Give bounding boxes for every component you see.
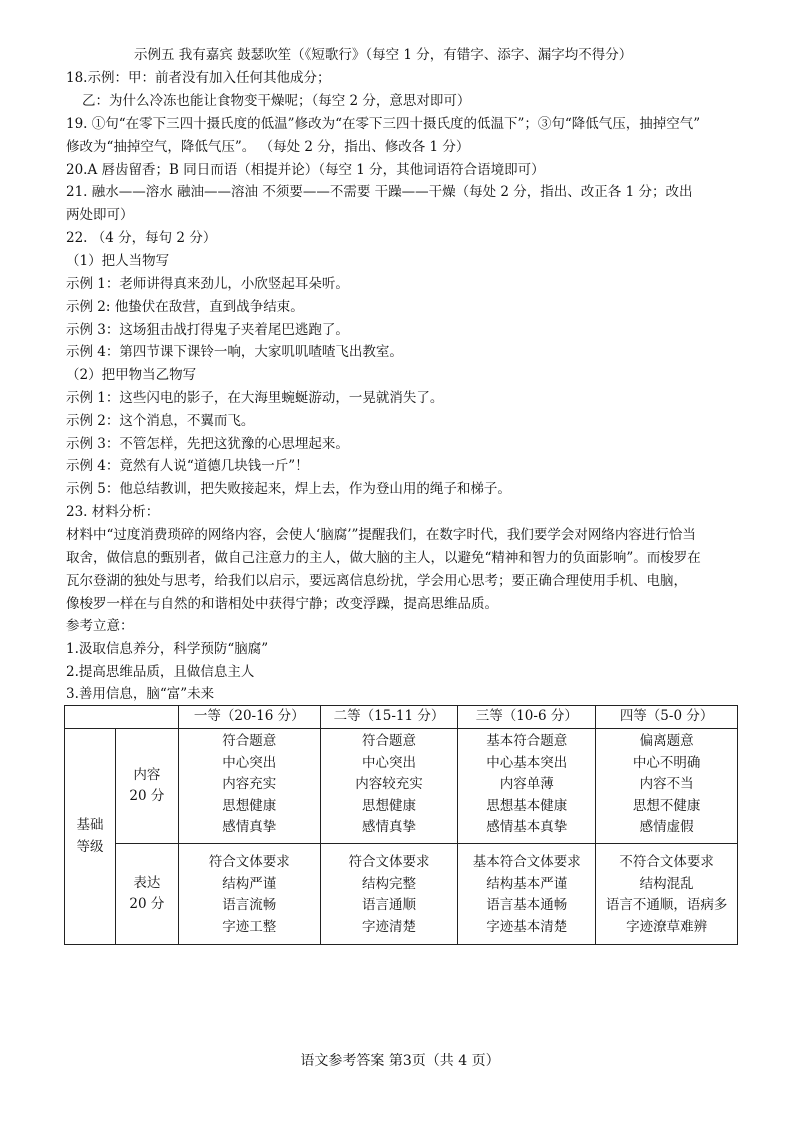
table-cell: 符合题意 中心突出 内容充实 思想健康 感情真挚: [178, 729, 320, 844]
table-header-cell: 二等（15-11 分）: [320, 706, 458, 729]
text-line: 示例 5：他总结教训，把失败接起来，焊上去，作为登山用的绳子和梯子。: [66, 481, 511, 497]
text-line: 取舍，做信息的甄别者，做自己注意力的主人，做大脑的主人，以避免“精神和智力的负面影响”。而梭罗在: [66, 550, 701, 566]
text-line: （2）把甲物当乙物写: [66, 367, 197, 383]
text-line: 示例 3：不管怎样，先把这犹豫的心思埋起来。: [66, 436, 349, 452]
text-line: 材料中“过度消费琐碎的网络内容，会使人‘脑腐’”提醒我们，在数字时代，我们要学会对网络内容进行恰当: [66, 527, 696, 543]
page-footer: 语文参考答案 第3页（共 4 页）: [300, 1053, 500, 1069]
text-line: 示例 2: 他蛰伏在敌营，直到战争结束。: [66, 299, 304, 315]
table-header-cell: 三等（10-6 分）: [458, 706, 596, 729]
text-line: 瓦尔登湖的独处与思考，给我们以启示，要远离信息纷扰，学会用心思考；要正确合理使用手机、电脑，: [66, 573, 687, 589]
table-cell: 基本符合文体要求 结构基本严谨 语言基本通畅 字迹基本清楚: [458, 844, 596, 945]
table-cell: 基本符合题意 中心基本突出 内容单薄 思想基本健康 感情基本真挚: [458, 729, 596, 844]
text-line: 示例 1：老师讲得真来劲儿，小欣竖起耳朵听。: [66, 276, 349, 292]
text-line: 22. （4 分，每句 2 分）: [66, 230, 217, 246]
text-line: 18.示例：甲：前者没有加入任何其他成分；: [66, 70, 331, 86]
table-header-cell: 一等（20-16 分）: [178, 706, 320, 729]
row-label-cell: 内容 20 分: [115, 729, 178, 844]
grading-table: [64, 705, 738, 945]
text-line: 1.汲取信息养分，科学预防“脑腐”: [66, 641, 269, 657]
table-cell: 不符合文体要求 结构混乱 语言不通顺，语病多 字迹潦草难辨: [596, 844, 738, 945]
row-label-cell: 表达 20 分: [115, 844, 178, 945]
table-cell: 符合文体要求 结构完整 语言通顺 字迹清楚: [320, 844, 458, 945]
text-line: 2.提高思维品质，且做信息主人: [66, 664, 255, 680]
table-cell: 符合题意 中心突出 内容较充实 思想健康 感情真挚: [320, 729, 458, 844]
text-line: 乙：为什么冷冻也能让食物变干燥呢；（每空 2 分，意思对即可）: [82, 93, 471, 109]
table-row: [65, 729, 738, 844]
text-line: 参考立意：: [66, 618, 134, 634]
table-cell: 符合文体要求 结构严谨 语言流畅 字迹工整: [178, 844, 320, 945]
category-cell: 基础 等级: [65, 729, 116, 945]
text-line: 3.善用信息，脑“富”未来: [66, 686, 215, 702]
text-line: 20.A 唇齿留香；B 同日而语（相提并论）（每空 1 分，其他词语符合语境即可）: [66, 162, 545, 178]
text-line: 示例五 我有嘉宾 鼓瑟吹笙（《短歌行》（每空 1 分，有错字、添字、漏字均不得分）: [134, 47, 633, 63]
table-row: [65, 844, 738, 945]
text-line: 示例 4：第四节课下课铃一响，大家叽叽喳喳飞出教室。: [66, 344, 403, 360]
text-line: 21. 融水——溶水 融油——溶油 不须要——不需要 干躁——干燥（每处 2 分，指出、改正各 1 分；改出: [66, 184, 693, 200]
text-line: 示例 4：竟然有人说“道德几块钱一斤”！: [66, 458, 309, 474]
text-line: 像梭罗一样在与自然的和谐相处中获得宁静；改变浮躁，提高思维品质。: [66, 596, 498, 612]
text-line: 修改为“抽掉空气，降低气压”。 （每处 2 分，指出、修改各 1 分）: [66, 139, 470, 155]
text-line: 示例 3：这场狙击战打得鬼子夹着尾巴逃跑了。: [66, 322, 349, 338]
table-header-row: [65, 706, 738, 729]
text-line: 示例 2：这个消息，不翼而飞。: [66, 413, 255, 429]
table-cell: 偏离题意 中心不明确 内容不当 思想不健康 感情虚假: [596, 729, 738, 844]
text-line: 23. 材料分析：: [66, 504, 160, 520]
text-line: 19. ①句“在零下三四十摄氏度的低温”修改为“在零下三四十摄氏度的低温下”；③句“降低气压，抽掉空气”: [66, 116, 701, 132]
table-corner-cell: [65, 706, 179, 729]
table-header-cell: 四等（5-0 分）: [596, 706, 738, 729]
text-line: 两处即可）: [66, 207, 134, 223]
text-line: 示例 1：这些闪电的影子，在大海里蜿蜒游动，一晃就消失了。: [66, 390, 444, 406]
text-line: （1）把人当物写: [66, 253, 170, 269]
